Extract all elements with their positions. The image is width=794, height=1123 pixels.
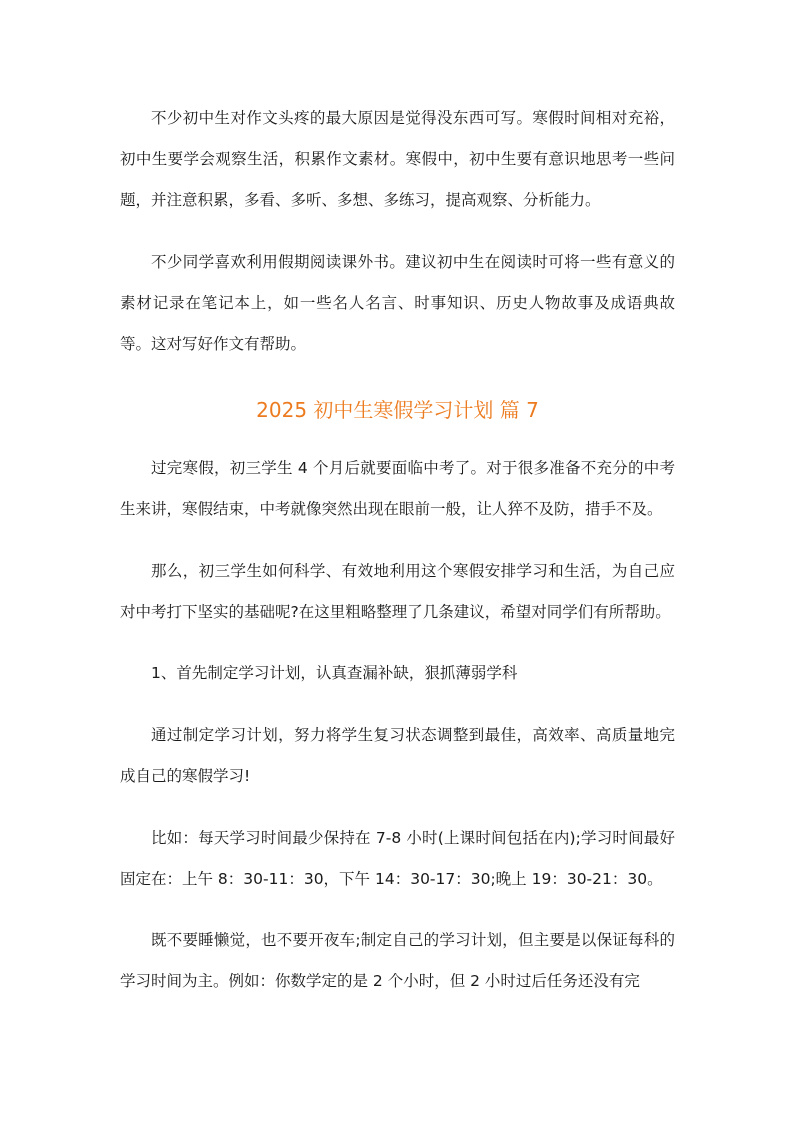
paragraph-time-management: 既不要睡懒觉，也不要开夜车;制定自己的学习计划，但主要是以保证每科的学习时间为主。例如：你数学定的是 2 个小时，但 2 小时过后任务还没有完 xyxy=(120,931,675,990)
paragraph-point-one: 1、首先制定学习计划，认真查漏补缺，狠抓薄弱学科 xyxy=(151,664,518,682)
paragraph-reading-notes: 不少同学喜欢利用假期阅读课外书。建议初中生在阅读时可将一些有意义的素材记录在笔记本上，如一些名人名言、时事知识、历史人物故事及成语典故等。这对写好作文有帮助。 xyxy=(120,253,675,353)
paragraph-exam-approaching: 过完寒假，初三学生 4 个月后就要面临中考了。对于很多准备不充分的中考生来讲，寒假结束，中考就像突然出现在眼前一般，让人猝不及防，措手不及。 xyxy=(120,459,675,518)
paragraph-daily-schedule: 比如：每天学习时间最少保持在 7-8 小时(上课时间包括在内);学习时间最好固定在：上午 8：30-11：30，下午 14：30-17：30;晚上 19：30-21：30。 xyxy=(120,829,675,888)
paragraph-study-plan: 通过制定学习计划，努力将学生复习状态调整到最佳，高效率、高质量地完成自己的寒假学习! xyxy=(120,726,675,785)
paragraph-writing-material: 不少初中生对作文头疼的最大原因是觉得没东西可写。寒假时间相对充裕，初中生要学会观察生活，积累作文素材。寒假中，初中生要有意识地思考一些问题，并注意积累，多看、多听、多想、多练习，提高观察、分析能力。 xyxy=(120,109,675,209)
paragraph-suggestions-intro: 那么，初三学生如何科学、有效地利用这个寒假安排学习和生活，为自己应对中考打下坚实的基础呢?在这里粗略整理了几条建议，希望对同学们有所帮助。 xyxy=(120,562,675,621)
section-title: 2025 初中生寒假学习计划 篇 7 xyxy=(256,398,539,422)
